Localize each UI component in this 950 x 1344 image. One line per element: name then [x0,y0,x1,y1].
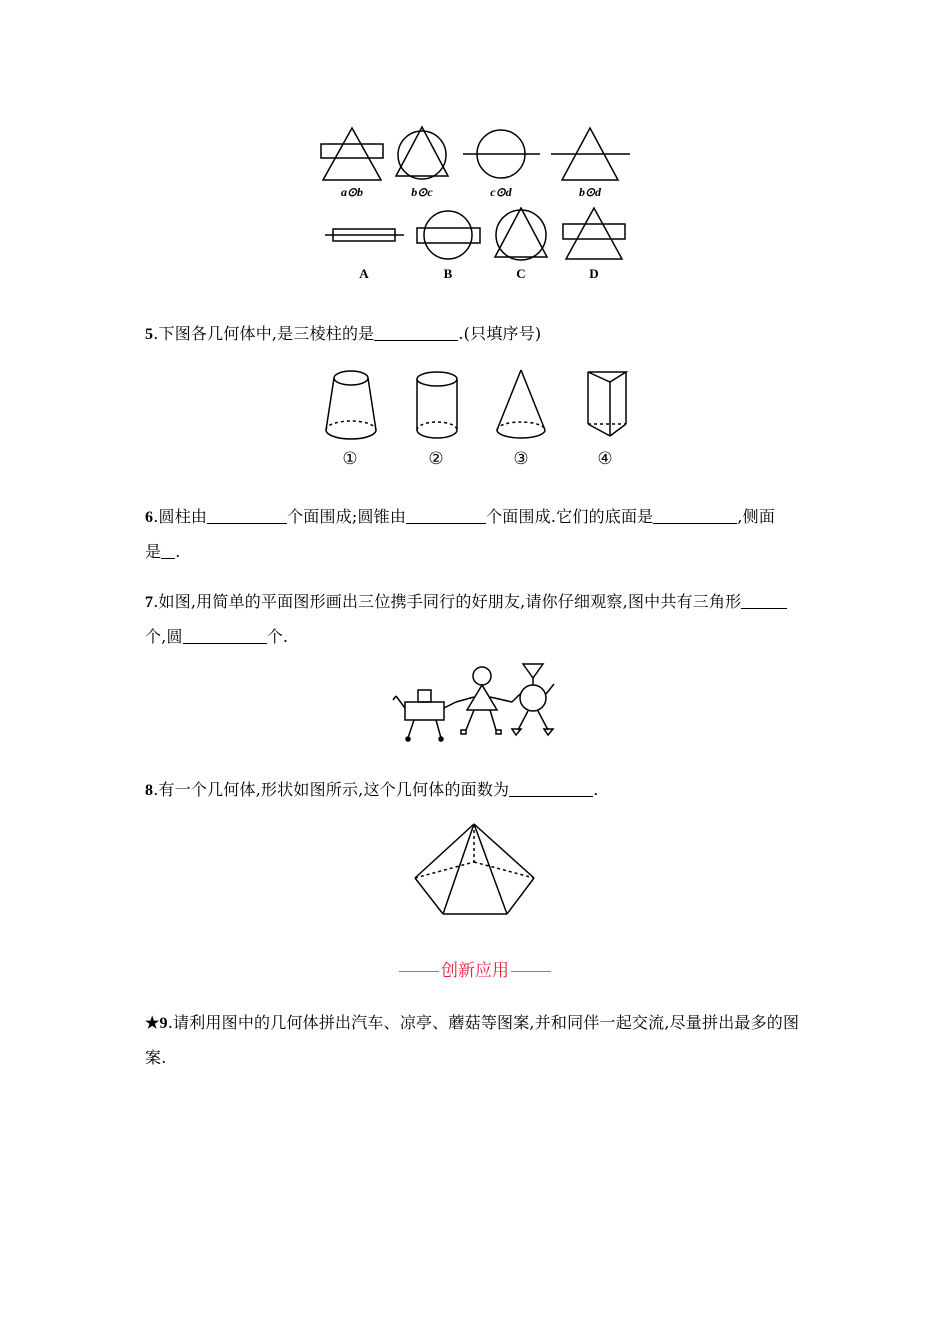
star-icon: ★ [145,1015,160,1032]
question-text: 个. [266,627,289,646]
question-text: . [175,542,181,561]
section-dash-left [399,971,439,972]
section-header [0,956,950,981]
option-label-a: A [359,266,369,281]
question-8 [145,773,810,808]
option-b-circle [424,211,472,259]
answer-blank-2[interactable] [183,625,267,644]
option-label-b: B [443,266,453,281]
option-label-c: C [516,266,526,281]
fig-a-triangle [323,128,381,180]
answer-blank-2[interactable] [406,505,486,524]
solid-label-2: ② [428,449,444,468]
fig-b-triangle [396,127,448,176]
answer-blank[interactable] [374,322,458,341]
question-text: .请利用图中的几何体拼出汽车、凉亭、蘑菇等图案,并和同伴一起交流,尽量拼出最多的图案. [145,1013,800,1067]
solids-figure [0,360,950,480]
question-text: . [593,780,599,799]
answer-blank[interactable] [509,778,593,797]
question-text-end: .(只填序号) [458,324,542,343]
section-dash-right [511,971,551,972]
question-text: ,侧面 [737,507,776,526]
question-number: 5 [145,326,154,343]
question-text: .有一个几何体,形状如图所示,这个几何体的面数为 [153,780,510,799]
fig-label-3: c⊙d [490,185,512,199]
operation-figure [0,0,950,300]
answer-blank-4[interactable] [161,540,175,559]
option-d-rect [563,224,625,239]
fig-label-2: b⊙c [411,185,433,199]
question-number: 8 [145,782,154,799]
question-9 [145,1006,810,1075]
question-6 [145,500,810,569]
fig-label-4: b⊙d [578,185,602,199]
question-text: .如图,用简单的平面图形画出三位携手同行的好朋友,请你仔细观察,图中共有三角形 [153,592,742,611]
solid-label-4: ④ [597,449,613,468]
question-text: 是 [145,542,162,561]
section-title-text: 创新应用 [441,961,509,981]
question-5 [145,317,810,352]
option-c-triangle [495,208,547,257]
solid-label-1: ① [342,449,358,468]
question-7 [145,585,810,654]
question-text: 个,圆 [145,627,183,646]
option-d-triangle [566,208,622,259]
answer-blank-3[interactable] [653,505,737,524]
friends-figure [0,664,950,744]
question-text: .圆柱由 [153,507,208,526]
question-text: 个面围成.它们的底面是 [486,507,654,526]
option-label-d: D [589,266,599,281]
solid-label-3: ③ [513,449,529,468]
answer-blank-1[interactable] [741,590,787,609]
question-number: 6 [145,509,154,526]
question-text: .下图各几何体中,是三棱柱的是 [153,324,375,343]
fig-b-circle [398,131,446,179]
answer-blank-1[interactable] [207,505,287,524]
pyramid-figure [0,820,950,920]
option-c-circle [496,210,546,260]
fig-label-1: a⊙b [340,185,364,199]
question-number: 9 [159,1015,168,1032]
question-text: 个面围成;圆锥由 [287,507,407,526]
fig-a-rect [321,144,383,158]
question-number: 7 [145,594,154,611]
